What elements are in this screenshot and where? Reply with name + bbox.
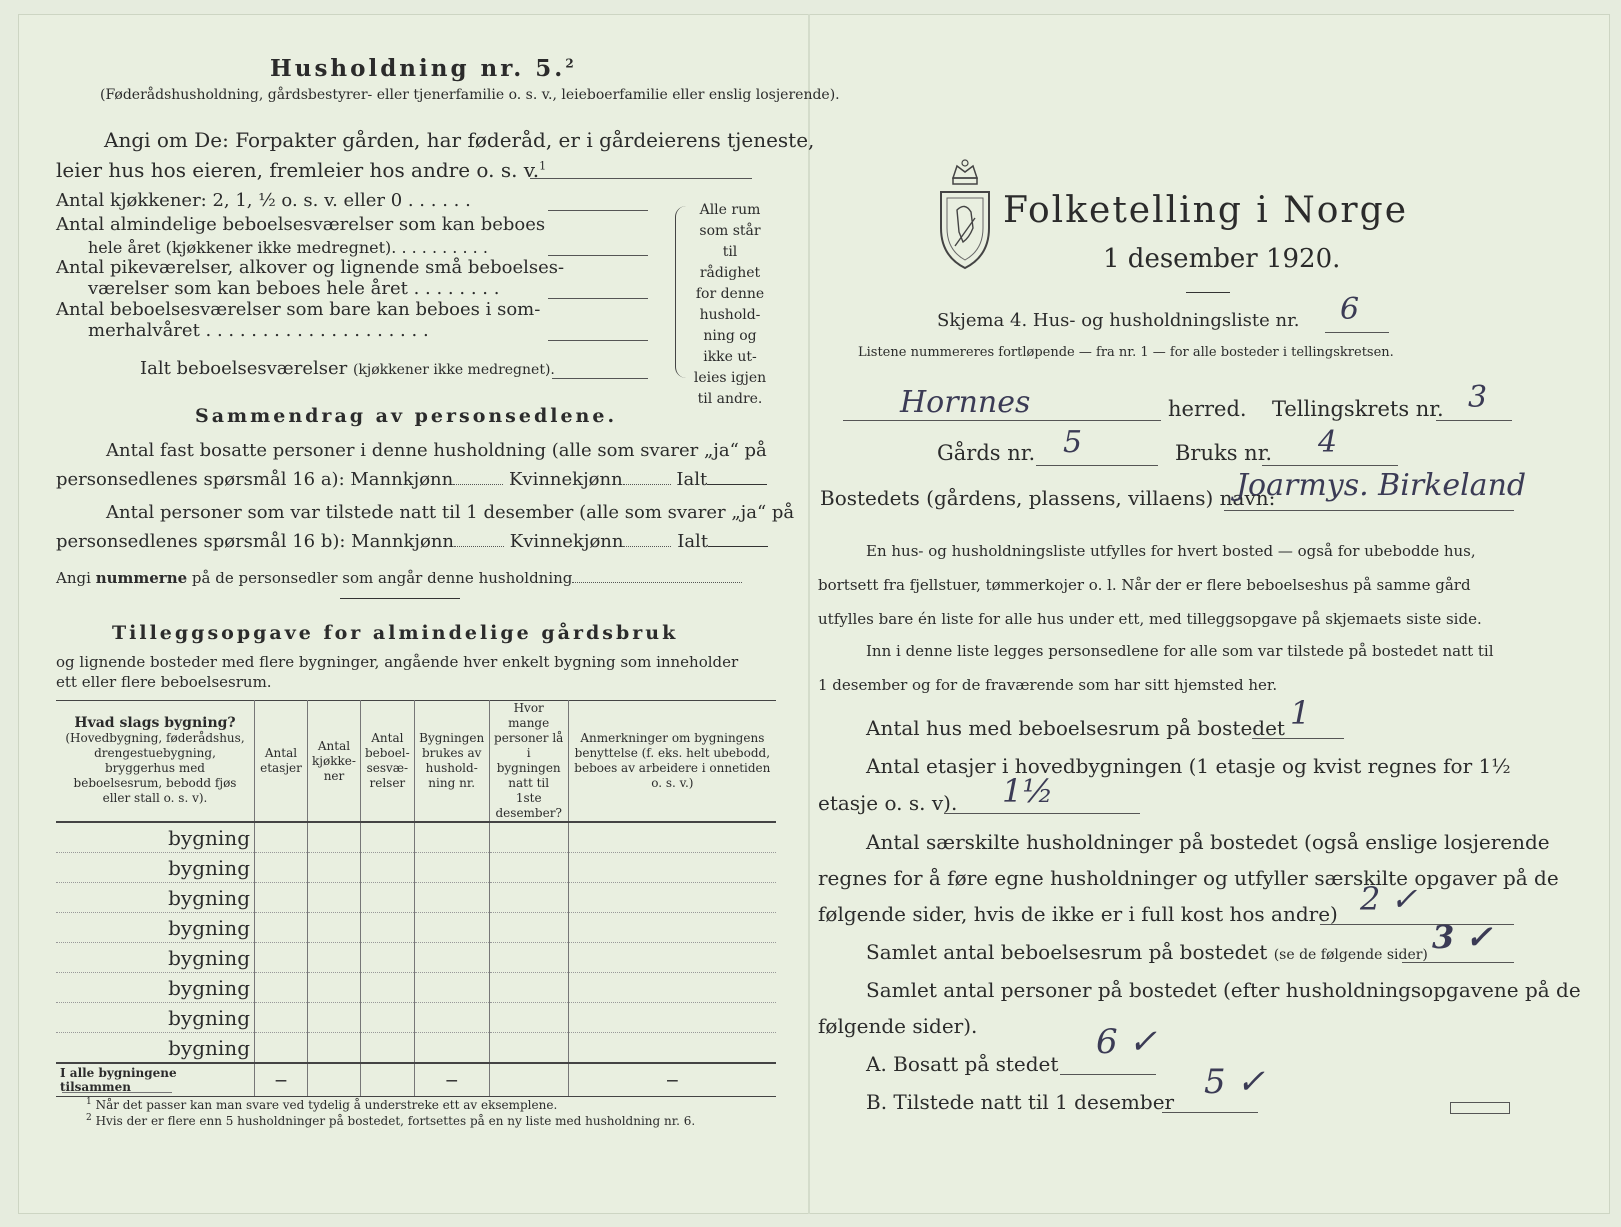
etasjer-line1: Antal etasjer i hovedbygningen (1 etasje og kvist regnes for 1½: [866, 754, 1511, 778]
table-row: bygning: [56, 883, 776, 913]
table-row: bygning: [56, 943, 776, 973]
norway-coat-of-arms-icon: [935, 158, 995, 273]
th-vaerelser: Antal beboel-sesvæ-relser: [361, 701, 415, 823]
th-etasjer: Antal etasjer: [255, 701, 308, 823]
household-heading: Husholdning nr. 5.$^2$: [270, 55, 577, 82]
summary-p1a: Antal fast bosatte personer i denne husholdning (alle som svarer „ja“ på: [106, 440, 767, 461]
census-date: 1 desember 1920.: [1103, 244, 1341, 274]
herred-label: herred.: [1168, 397, 1247, 421]
page-fold: [808, 14, 810, 1214]
th-personer: Hvor mange personer lå i bygningen natt til 1ste desember?: [489, 701, 568, 823]
etasjer-value: 1½: [1002, 772, 1054, 810]
hus-label: Antal hus med beboelsesrum på bostedet: [866, 716, 1285, 740]
bruks-label: Bruks nr.: [1175, 441, 1273, 465]
th-brukes: Bygningen brukes av hushold-ning nr.: [414, 701, 489, 823]
th-building-type: Hvad slags bygning? (Hovedbygning, føderådshus, drengestuebygning, bryggerhus med beboelsesrum, bebodd fjøs eller stall o. s. v).: [56, 701, 255, 823]
rooms-summer-2: merhalvåret . . . . . . . . . . . . . . . . . . . .: [88, 320, 429, 341]
rooms-summer: Antal beboelsesværelser som bare kan beboes i som-: [56, 299, 541, 320]
para2-line2: 1 desember og for de fraværende som har sitt hjemsted her.: [818, 676, 1278, 694]
table-row: bygning: [56, 1003, 776, 1033]
para1-line1: En hus- og husholdningsliste utfylles for hvert bosted — også for ubebodde hus,: [866, 542, 1476, 560]
numbers-line: Angi nummerne på de personsedler som angår denne husholdning: [56, 569, 742, 587]
rooms-small-2: værelser som kan beboes hele året . . . . . . . .: [88, 278, 500, 299]
schema-number: 6: [1340, 292, 1360, 327]
ask-line-2: leier hus hos eieren, fremleier hos andre o. s. v.$^1$: [56, 158, 547, 182]
footnote-1: $^1$ Når det passer kan man svare ved tydelig å understreke ett av eksemplene.: [86, 1097, 558, 1112]
numbering-note: Listene nummereres fortløpende — fra nr. 1 — for alle bosteder i tellingskretsen.: [858, 345, 1394, 360]
census-title: Folketelling i Norge: [1003, 190, 1408, 231]
rooms-ordinary: Antal almindelige beboelsesværelser som kan beboes: [56, 214, 546, 235]
total-rooms: Ialt beboelsesværelser (kjøkkener ikke medregnet).: [140, 358, 555, 379]
para1-line3: utfylles bare én liste for alle hus under ett, med tilleggsopgave på skjemaets siste side.: [818, 610, 1482, 628]
tilstede-label: B. Tilstede natt til 1 desember: [866, 1090, 1175, 1114]
table-row: bygning: [56, 822, 776, 853]
table-row: bygning: [56, 853, 776, 883]
hus-value: 1: [1290, 694, 1311, 732]
tilstede-value: 5 ✓: [1204, 1062, 1265, 1102]
table-row: bygning: [56, 1033, 776, 1064]
rooms-kitchens: Antal kjøkkener: 2, 1, ½ o. s. v. eller 0 . . . . . .: [56, 190, 471, 211]
bosted-value: Joarmys. Birkeland: [1236, 468, 1527, 503]
table-total-row: I alle bygningene tilsammen — — —: [56, 1063, 776, 1097]
pers-line1: Samlet antal personer på bostedet (efter husholdningsopgavene på de: [866, 978, 1581, 1002]
building-table: [56, 700, 776, 1097]
krets-value: 3: [1468, 380, 1488, 415]
para1-line2: bortsett fra fjellstuer, tømmerkojer o. l. Når der er flere beboelseshus på samme gård: [818, 576, 1471, 594]
ask-line-1: Angi om De: Forpakter gården, har føderåd, er i gårdeierens tjeneste,: [104, 128, 815, 152]
hush-line1: Antal særskilte husholdninger på bostedet (også enslige losjerende: [866, 830, 1550, 854]
supplement-heading: Tilleggsopgave for almindelige gårdsbruk: [112, 622, 679, 644]
bosted-label: Bostedets (gårdens, plassens, villaens) navn:: [820, 486, 1276, 510]
supplement-p1: og lignende bosteder med flere bygninger, angående hver enkelt bygning som inneholder: [56, 653, 739, 671]
herred-value: Hornnes: [900, 385, 1031, 420]
pers-line2: følgende sider).: [818, 1014, 978, 1038]
bosatt-value: 6 ✓: [1096, 1022, 1157, 1062]
bosatt-label: A. Bosatt på stedet: [866, 1052, 1059, 1076]
footnote-2: $^2$ Hvis der er flere enn 5 husholdninger på bostedet, fortsettes på en ny liste med husholdning nr. 6.: [86, 1113, 696, 1128]
rooms-brace: [675, 206, 686, 378]
household-intro: (Føderådshusholdning, gårdsbestyrer- eller tjenerfamilie o. s. v., leieboerfamilie eller enslig losjerende).: [100, 87, 840, 103]
bruks-value: 4: [1318, 425, 1338, 460]
hush-value: 2 ✓: [1360, 880, 1418, 918]
rooms-ordinary-2: hele året (kjøkkener ikke medregnet). . . . . . . . . .: [88, 238, 488, 257]
printer-stamp: [1450, 1102, 1510, 1114]
supplement-p2: ett eller flere beboelsesrum.: [56, 673, 272, 691]
etasjer-line2: etasje o. s. v).: [818, 791, 958, 815]
gards-label: Gårds nr.: [937, 441, 1036, 465]
gards-value: 5: [1063, 425, 1083, 460]
rooms-small: Antal pikeværelser, alkover og lignende små beboelses-: [56, 257, 565, 278]
rum-label: Samlet antal beboelsesrum på bostedet (se de følgende sider): [866, 940, 1428, 964]
para2-line1: Inn i denne liste legges personsedlene for alle som var tilstede på bostedet natt til: [866, 642, 1494, 660]
rooms-side-note: Alle rum som står til rådighet for denne hushold- ning og ikke ut- leies igjen til andre.: [693, 202, 767, 407]
rum-value: 3 ✓: [1432, 918, 1493, 956]
th-kjokkener: Antal kjøkke-ner: [308, 701, 361, 823]
table-row: bygning: [56, 913, 776, 943]
table-row: bygning: [56, 973, 776, 1003]
summary-p2b: personsedlenes spørsmål 16 b): Mannkjønn Kvinnekjønn Ialt: [56, 531, 768, 552]
summary-p1b: personsedlenes spørsmål 16 a): Mannkjønn Kvinnekjønn Ialt: [56, 469, 767, 490]
summary-heading: Sammendrag av personsedlene.: [195, 405, 618, 427]
schema-line: Skjema 4. Hus- og husholdningsliste nr.: [937, 310, 1300, 331]
summary-p2a: Antal personer som var tilstede natt til 1 desember (alle som svarer „ja“ på: [106, 502, 795, 523]
hush-line2: regnes for å føre egne husholdninger og utfyller særskilte opgaver på de: [818, 866, 1559, 890]
th-anmerkninger: Anmerkninger om bygningens benyttelse (f. eks. helt ubebodd, beboes av arbeidere i onnetiden o. s. v.): [568, 701, 776, 823]
krets-label: Tellingskrets nr.: [1272, 397, 1444, 421]
hush-line3: følgende sider, hvis de ikke er i full kost hos andre): [818, 902, 1338, 926]
